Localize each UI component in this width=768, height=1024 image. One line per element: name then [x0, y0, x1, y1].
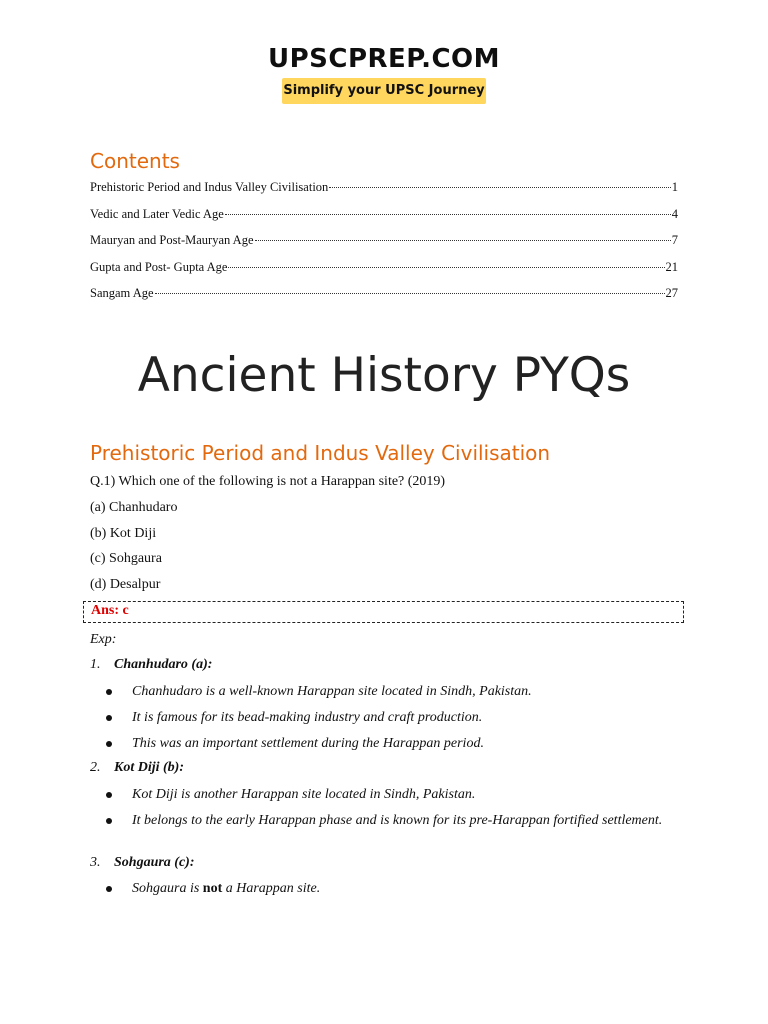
item-label: Kot Diji (b):	[114, 760, 184, 775]
bullet-icon	[106, 818, 112, 824]
answer-box	[83, 601, 684, 623]
toc-leader	[155, 293, 665, 294]
item-number: 2.	[90, 760, 101, 775]
explanation-label: Exp:	[90, 632, 117, 647]
bullet-item	[103, 735, 678, 752]
contents-heading: Contents	[90, 149, 180, 173]
toc-entry[interactable]	[90, 180, 678, 207]
bullet-item	[103, 786, 678, 803]
bullet-text: It belongs to the early Harappan phase and is known for its pre-Harappan fortified settlement.	[132, 813, 663, 828]
toc-leader	[329, 187, 670, 188]
bullet-icon	[106, 741, 112, 747]
bullet-icon	[106, 715, 112, 721]
bullet-text-part: a Harappan site.	[222, 881, 321, 896]
toc-entry-page: 7	[671, 233, 678, 247]
toc-entry-label: Vedic and Later Vedic Age	[90, 206, 224, 221]
bullet-text: Chanhudaro is a well-known Harappan site located in Sindh, Pakistan.	[132, 684, 532, 699]
option-b: (b) Kot Diji	[90, 526, 157, 541]
brand-tagline: Simplify your UPSC Journey	[282, 78, 486, 104]
bullet-text-emphasis: not	[202, 881, 223, 896]
bullet-text: It is famous for its bead-making industry and craft production.	[132, 710, 483, 725]
question-text: Q.1) Which one of the following is not a Harappan site? (2019)	[90, 474, 446, 489]
bullet-icon	[106, 792, 112, 798]
bullet-text: Kot Diji is another Harappan site located in Sindh, Pakistan.	[132, 787, 476, 802]
toc-entry-page: 27	[665, 286, 678, 300]
bullet-icon	[106, 886, 112, 892]
option-d: (d) Desalpur	[90, 577, 161, 592]
toc-entry-page: 4	[671, 206, 678, 221]
bullet-item	[103, 880, 678, 897]
toc-entry[interactable]	[90, 286, 678, 313]
table-of-contents	[90, 180, 678, 313]
answer-text: Ans: c	[91, 603, 129, 618]
bullet-icon	[106, 689, 112, 695]
bullet-item	[103, 709, 678, 726]
toc-entry-label: Prehistoric Period and Indus Valley Civilisation	[90, 180, 329, 194]
toc-entry[interactable]	[90, 233, 678, 260]
bullet-item	[103, 683, 678, 700]
toc-leader	[255, 240, 671, 241]
brand-logo-text: UPSCPREP.COM	[267, 44, 501, 74]
item-number: 3.	[90, 855, 101, 870]
option-c: (c) Sohgaura	[90, 551, 162, 566]
explanation-item	[90, 760, 184, 776]
document-title: Ancient History PYQs	[137, 348, 631, 403]
bullet-item	[103, 812, 678, 829]
toc-entry-page: 21	[665, 259, 678, 274]
toc-leader	[225, 214, 671, 215]
toc-entry-label: Gupta and Post- Gupta Age	[90, 259, 228, 274]
bullet-text: This was an important settlement during the Harappan period.	[132, 736, 484, 751]
item-number: 1.	[90, 657, 101, 672]
toc-entry-label: Sangam Age	[90, 286, 154, 300]
toc-entry[interactable]	[90, 207, 678, 234]
toc-entry[interactable]	[90, 260, 678, 287]
toc-entry-label: Mauryan and Post-Mauryan Age	[90, 233, 254, 247]
explanation-item	[90, 855, 195, 871]
item-label: Sohgaura (c):	[114, 855, 195, 870]
option-a: (a) Chanhudaro	[90, 500, 178, 515]
bullet-text-part: Sohgaura is	[132, 881, 203, 896]
explanation-item	[90, 657, 212, 673]
bullet-text	[132, 880, 678, 897]
toc-entry-page: 1	[671, 180, 678, 194]
item-label: Chanhudaro (a):	[114, 657, 213, 672]
section-heading: Prehistoric Period and Indus Valley Civilisation	[90, 441, 551, 465]
toc-leader	[228, 267, 664, 268]
